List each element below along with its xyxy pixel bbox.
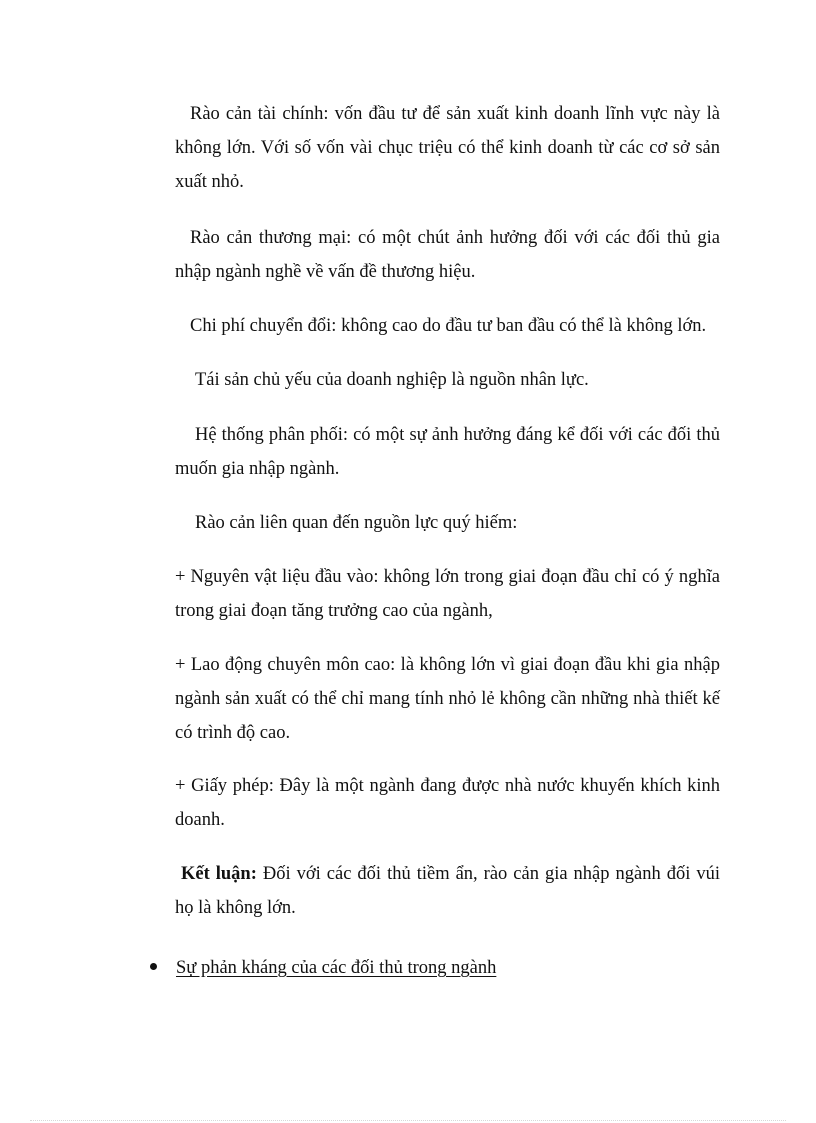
paragraph-raw-materials: + Nguyên vật liệu đầu vào: không lớn trong giai đoạn đầu chỉ có ý nghĩa trong giai đoạn tăng trưởng cao của ngành, bbox=[175, 567, 720, 621]
paragraph-conclusion bbox=[175, 857, 720, 925]
paragraph-distribution-system: Hệ thống phân phối: có một sự ảnh hưởng đáng kể đối với các đối thủ muốn gia nhập ngành. bbox=[175, 425, 720, 479]
bullet-heading: Sự phản kháng của các đối thủ trong ngành bbox=[176, 958, 497, 978]
paragraph-license: + Giấy phép: Đây là một ngành đang được nhà nước khuyến khích kinh doanh. bbox=[175, 776, 720, 830]
paragraph-trade-barrier: Rào cản thương mại: có một chút ảnh hưởng đối với các đối thủ gia nhập ngành nghề về vấn đề thương hiệu. bbox=[175, 228, 720, 282]
bullet-icon bbox=[150, 963, 157, 970]
paragraph-scarce-resources: Rào cản liên quan đến nguồn lực quý hiếm: bbox=[195, 513, 518, 533]
paragraph-skilled-labor: + Lao động chuyên môn cao: là không lớn vì giai đoạn đầu khi gia nhập ngành sản xuất có thể chỉ mang tính nhỏ lẻ không cần những nhà thiết kế có trình độ cao. bbox=[175, 655, 720, 743]
paragraph-financial-barrier: Rào cản tài chính: vốn đầu tư để sản xuất kinh doanh lĩnh vực này là không lớn. Với số vốn vài chục triệu có thể kinh doanh từ các cơ sở sản xuất nhỏ. bbox=[175, 104, 720, 192]
paragraph-switching-cost: Chi phí chuyển đổi: không cao do đầu tư ban đầu có thể là không lớn. bbox=[190, 316, 707, 336]
conclusion-text: Đối với các đối thủ tiềm ẩn, rào cản gia nhập ngành đối vúi họ là không lớn. bbox=[175, 864, 720, 918]
page-bottom-rule bbox=[30, 1120, 786, 1121]
conclusion-label: Kết luận: bbox=[181, 864, 257, 884]
paragraph-main-assets: Tái sản chủ yếu của doanh nghiệp là nguồn nhân lực. bbox=[195, 370, 589, 390]
